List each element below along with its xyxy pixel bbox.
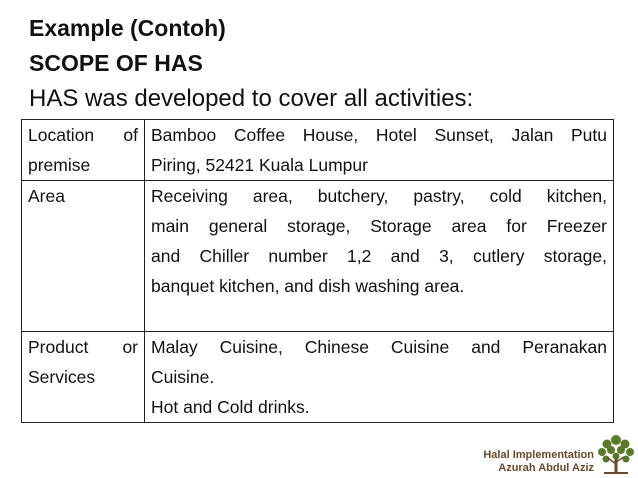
logo-text-line-2: Azurah Abdul Aziz (498, 462, 594, 474)
logo-text-line-1: Halal Implementation (483, 449, 594, 461)
table-row-location (22, 120, 614, 181)
product-value-line-3: Hot and Cold drinks. (151, 397, 310, 417)
tree-logo-icon (596, 432, 636, 476)
scope-title: SCOPE OF HAS (29, 50, 203, 76)
location-label-line-2: premise (28, 155, 91, 175)
area-label (22, 181, 145, 332)
scope-table (21, 119, 614, 423)
area-value (145, 181, 614, 332)
product-label-line-1: Product or (28, 337, 138, 357)
product-label-line-2: Services (28, 367, 96, 387)
product-label (22, 332, 145, 423)
location-label (22, 120, 145, 181)
example-heading: Example (Contoh) (29, 15, 226, 41)
area-label-line-1: Area (28, 186, 65, 206)
location-label-line-1: Location of (28, 125, 138, 145)
intro-text: HAS was developed to cover all activities: (29, 85, 474, 112)
location-value-line-1: Bamboo Coffee House, Hotel Sunset, Jalan Putu (151, 125, 607, 145)
area-value-line-1: Receiving area, butchery, pastry, cold kitchen, (151, 186, 607, 206)
area-value-line-2: main general storage, Storage area for Freezer (151, 216, 607, 236)
location-value-line-2: Piring, 52421 Kuala Lumpur (151, 155, 368, 175)
area-value-line-4: banquet kitchen, and dish washing area. (151, 276, 465, 296)
product-value-line-2: Cuisine. (151, 367, 215, 387)
table-row-area (22, 181, 614, 332)
product-value (145, 332, 614, 423)
area-value-line-3: and Chiller number 1,2 and 3, cutlery storage, (151, 246, 607, 266)
table-row-product (22, 332, 614, 423)
location-value (145, 120, 614, 181)
product-value-line-1: Malay Cuisine, Chinese Cuisine and Peranakan (151, 337, 607, 357)
